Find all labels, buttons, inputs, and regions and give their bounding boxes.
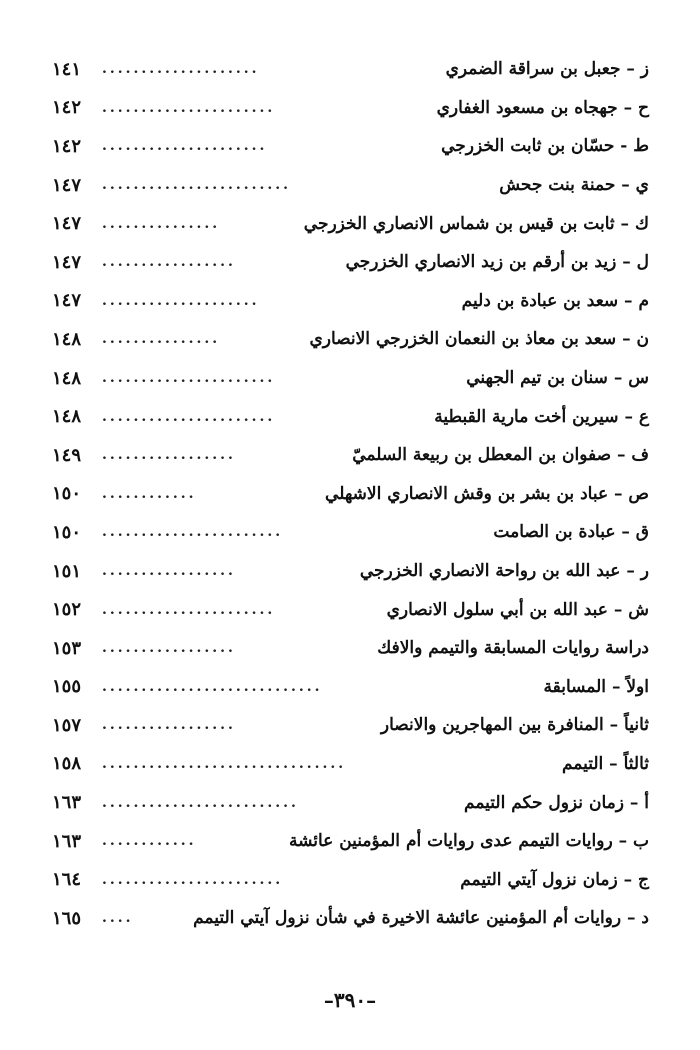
toc-entry <box>52 590 649 629</box>
toc-entry-title: ط - حسّان بن ثابت الخزرجي <box>441 136 649 157</box>
toc-dot-leader: ................. <box>102 447 236 464</box>
toc-entry-title: ل – زيد بن أرقم بن زيد الانصاري الخزرجي <box>345 252 649 273</box>
toc-entry <box>52 166 649 205</box>
toc-dot-leader: ................. <box>102 563 236 580</box>
toc-page-number: ١٤٢ <box>52 135 82 157</box>
toc-entry <box>52 243 649 282</box>
toc-dot-leader: ....................... <box>102 871 284 888</box>
toc-page-number: ١٦٥ <box>52 907 82 929</box>
toc-entry-title: ن – سعد بن معاذ بن النعمان الخزرجي الانصاري <box>309 329 649 350</box>
toc-dot-leader: ................. <box>102 717 236 734</box>
toc-entry <box>52 860 649 899</box>
toc-dot-leader: ................. <box>102 254 236 271</box>
toc-page-number: ١٥٨ <box>52 753 82 775</box>
toc-page-number: ١٤٨ <box>52 367 82 389</box>
toc-entry <box>52 783 649 822</box>
toc-page-number: ١٤٧ <box>52 251 82 273</box>
toc-entry <box>52 436 649 475</box>
toc-page-number: ١٦٤ <box>52 869 82 891</box>
toc-entry-title: ر – عبد الله بن رواحة الانصاري الخزرجي <box>359 561 649 582</box>
toc-entry-title: ش – عبد الله بن أبي سلول الانصاري <box>386 599 649 620</box>
toc-entry-title: ف – صفوان بن المعطل بن ربيعة السلميّ <box>352 445 649 466</box>
toc-entry-title: دراسة روايات المسابقة والتيمم والافك <box>377 638 649 659</box>
toc-page-number: ١٥٠ <box>52 521 82 543</box>
toc-dot-leader: ...................... <box>102 99 276 116</box>
toc-entry <box>52 513 649 552</box>
toc-entry-title: اولاً – المسابقة <box>543 676 649 697</box>
toc-entry-title: ص – عباد بن بشر بن وقش الانصاري الاشهلي <box>325 483 649 504</box>
toc-page-number: ١٥٧ <box>52 714 82 736</box>
toc-entry-title: د – روايات أم المؤمنين عائشة الاخيرة في شأن نزول آيتي التيمم <box>193 908 649 929</box>
page-number: –٣٩٠– <box>323 988 377 1012</box>
table-of-contents <box>52 50 649 938</box>
toc-page-number: ١٥٥ <box>52 676 82 698</box>
toc-page-number: ١٤٩ <box>52 444 82 466</box>
toc-page-number: ١٤٧ <box>52 213 82 235</box>
toc-entry-title: ع – سيرين أخت مارية القبطية <box>434 406 649 427</box>
toc-entry <box>52 668 649 707</box>
toc-entry-title: ثالثاً – التيمم <box>561 753 649 774</box>
toc-page-number: ١٤٨ <box>52 328 82 350</box>
toc-entry-title: ب – روايات التيمم عدى روايات أم المؤمنين عائشة <box>288 831 649 852</box>
toc-dot-leader: ...................... <box>102 408 276 425</box>
toc-dot-leader: ...................... <box>102 601 276 618</box>
toc-page-number: ١٤٧ <box>52 174 82 196</box>
toc-dot-leader: .... <box>102 910 134 927</box>
toc-entry <box>52 397 649 436</box>
toc-entry <box>52 359 649 398</box>
toc-dot-leader: ........................ <box>102 177 291 194</box>
toc-dot-leader: .................... <box>102 292 260 309</box>
toc-entry <box>52 552 649 591</box>
toc-entry <box>52 89 649 128</box>
toc-entry-title: ق – عبادة بن الصامت <box>493 522 649 543</box>
toc-dot-leader: ......................... <box>102 794 299 811</box>
toc-entry-title: ز – جعبل بن سراقة الضمري <box>445 59 649 80</box>
toc-dot-leader: ..................... <box>102 138 268 155</box>
toc-entry <box>52 282 649 321</box>
toc-page-number: ١٥٠ <box>52 483 82 505</box>
toc-page-number: ١٤٧ <box>52 290 82 312</box>
toc-entry-title: أ – زمان نزول حكم التيمم <box>464 792 649 813</box>
toc-entry <box>52 706 649 745</box>
toc-entry <box>52 822 649 861</box>
toc-dot-leader: ............................ <box>102 678 323 695</box>
toc-dot-leader: ................. <box>102 640 236 657</box>
toc-entry <box>52 127 649 166</box>
toc-dot-leader: ............ <box>102 485 197 502</box>
toc-entry <box>52 50 649 89</box>
toc-page-number: ١٦٣ <box>52 792 82 814</box>
toc-page-number: ١٤٨ <box>52 406 82 428</box>
toc-dot-leader: ............... <box>102 331 221 348</box>
toc-entry-title: ي – حمنة بنت جحش <box>499 175 649 196</box>
toc-dot-leader: ............ <box>102 833 197 850</box>
toc-entry <box>52 320 649 359</box>
toc-page-number: ١٦٣ <box>52 830 82 852</box>
toc-entry <box>52 475 649 514</box>
toc-entry-title: س – سنان بن تيم الجهني <box>466 368 649 389</box>
toc-page-number: ١٥٢ <box>52 599 82 621</box>
toc-entry-title: ج – زمان نزول آيتي التيمم <box>460 869 649 890</box>
toc-page-number: ١٥١ <box>52 560 82 582</box>
toc-entry-title: ثانياً – المنافرة بين المهاجرين والانصار <box>380 715 649 736</box>
toc-entry <box>52 204 649 243</box>
toc-entry-title: م – سعد بن عبادة بن دليم <box>461 290 649 311</box>
toc-dot-leader: ............................... <box>102 755 347 772</box>
toc-page-number: ١٤٢ <box>52 97 82 119</box>
toc-dot-leader: ...................... <box>102 370 276 387</box>
toc-page-number: ١٤١ <box>52 58 82 80</box>
toc-entry <box>52 745 649 784</box>
toc-entry-title: ح – جهجاه بن مسعود الغفاري <box>436 97 649 118</box>
toc-entry <box>52 899 649 938</box>
toc-entry <box>52 629 649 668</box>
toc-dot-leader: ....................... <box>102 524 284 541</box>
toc-dot-leader: ............... <box>102 215 221 232</box>
toc-page-number: ١٥٣ <box>52 637 82 659</box>
toc-dot-leader: .................... <box>102 61 260 78</box>
toc-entry-title: ك – ثابت بن قيس بن شماس الانصاري الخزرجي <box>303 213 649 234</box>
